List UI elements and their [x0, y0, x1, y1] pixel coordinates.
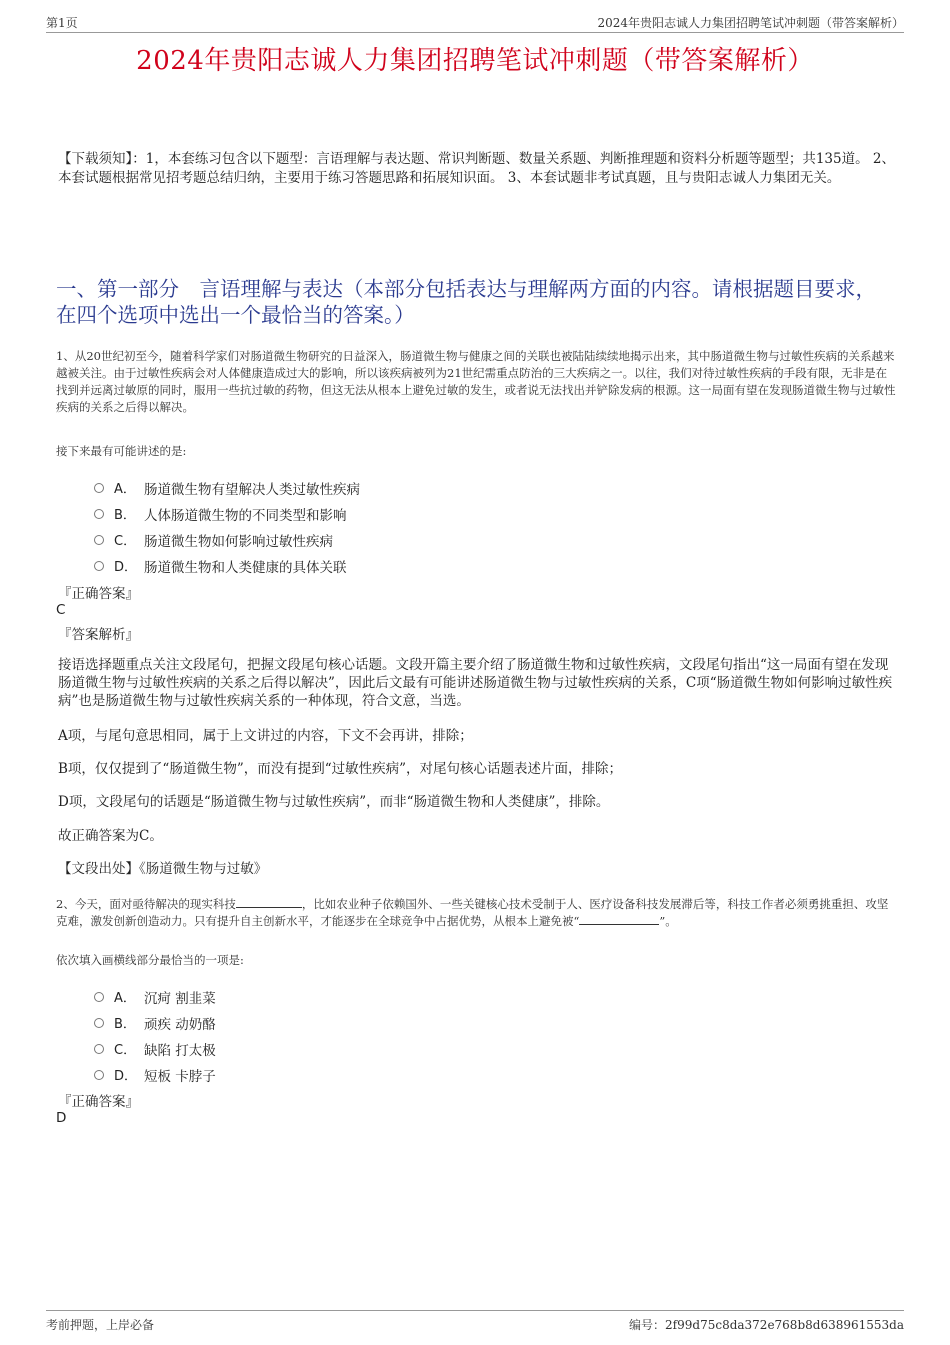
q1-analysis-conclusion: 故正确答案为C。: [58, 828, 163, 844]
radio-icon[interactable]: [94, 1070, 104, 1080]
q2-passage-part1: 2、今天，面对亟待解决的现实科技: [56, 897, 236, 911]
q2-answer-label: 『正确答案』: [58, 1094, 139, 1110]
download-notice: 【下载须知】：1，本套练习包含以下题型：言语理解与表达题、常识判断题、数量关系题、判断推理题和资料分析题等题型；共135道。 2、本套试题根据常见招考题总结归纳，主要用于练习答题思路和拓展知识面。 3、本套试题非考试真题，且与贵阳志诚人力集团无关。: [58, 151, 895, 186]
option-letter: C．: [114, 1043, 137, 1058]
option-text: 人体肠道微生物的不同类型和影响: [144, 508, 347, 524]
q2-answer: D: [56, 1110, 67, 1126]
page-number: 第1页: [46, 16, 78, 30]
blank-2: [579, 913, 659, 925]
q1-source: 【文段出处】《肠道微生物与过敏》: [58, 861, 268, 877]
q1-passage: 1、从20世纪初至今，随着科学家们对肠道微生物研究的日益深入，肠道微生物与健康之间的关联也被陆陆续续地揭示出来，其中肠道微生物与过敏性疾病的关系越来越被关注。由于过敏性疾病会对人体健康造成过大的影响，所以该疾病被列为21世纪需重点防治的三大疾病之一。以往，我们对待过敏性疾病的手段有限，无非是在找到并远离过敏原的同时，服用一些抗过敏的药物，但这无法从根本上避免过敏的发生，或者说无法找出并铲除发病的根源。这一局面有望在发现肠道微生物与过敏性疾病的关系之后得以解决。: [56, 349, 896, 414]
q2-prompt: 依次填入画横线部分最恰当的一项是:: [56, 953, 244, 967]
q2-passage: [56, 896, 898, 930]
radio-icon[interactable]: [94, 483, 104, 493]
radio-icon[interactable]: [94, 561, 104, 571]
option-letter: B．: [114, 1017, 136, 1032]
option-text: 顽疾 动奶酪: [144, 1017, 216, 1033]
blank-1: [236, 896, 302, 908]
option-text: 沉疴 割韭菜: [144, 991, 216, 1007]
footer-serial: 编号：2f99d75c8da372e768b8d638961553da: [629, 1318, 904, 1332]
option-text: 肠道微生物有望解决人类过敏性疾病: [144, 482, 360, 498]
document-title: 2024年贵阳志诚人力集团招聘笔试冲刺题（带答案解析）: [136, 46, 814, 76]
radio-icon[interactable]: [94, 535, 104, 545]
option-letter: A．: [114, 991, 136, 1006]
q1-analysis-b: B项，仅仅提到了“肠道微生物”，而没有提到“过敏性疾病”，对尾句核心话题表述片面，排除；: [58, 761, 623, 777]
q1-analysis-label: 『答案解析』: [58, 627, 139, 643]
q1-analysis-d: D项，文段尾句的话题是“肠道微生物与过敏性疾病”，而非“肠道微生物和人类健康”，排除。: [58, 794, 610, 810]
option-text: 缺陷 打太极: [144, 1043, 216, 1059]
page-header: [46, 12, 904, 33]
option-text: 肠道微生物如何影响过敏性疾病: [144, 534, 333, 550]
radio-icon[interactable]: [94, 509, 104, 519]
q1-answer: C: [56, 602, 66, 618]
section-heading: 一、第一部分 言语理解与表达（本部分包括表达与理解两方面的内容。请根据题目要求，在四个选项中选出一个最恰当的答案。）: [56, 277, 876, 327]
option-letter: B．: [114, 508, 136, 523]
option-letter: A．: [114, 482, 136, 497]
option-text: 肠道微生物和人类健康的具体关联: [144, 560, 347, 576]
radio-icon[interactable]: [94, 992, 104, 1002]
q2-passage-part2: ，比如农业种子依赖国外、一些关键核心技术受制于人、医疗设备科技发展滞后等，科技工作者必须勇挑重担、攻坚克难，激发创新创造动力。只有提升自主创新水平，才能逐步在全球竞争中占据优势，从根本上避免被“: [56, 897, 889, 928]
q1-answer-label: 『正确答案』: [58, 586, 139, 602]
option-letter: D．: [114, 560, 138, 575]
q2-passage-part3: ”。: [659, 914, 677, 928]
footer-slogan: 考前押题，上岸必备: [46, 1318, 155, 1332]
radio-icon[interactable]: [94, 1044, 104, 1054]
page-footer: [46, 1310, 904, 1333]
header-doc-title: 2024年贵阳志诚人力集团招聘笔试冲刺题（带答案解析）: [597, 16, 904, 30]
q1-analysis-a: A项，与尾句意思相同，属于上文讲过的内容，下文不会再讲，排除；: [58, 728, 473, 744]
option-letter: D．: [114, 1069, 138, 1084]
option-letter: C．: [114, 534, 137, 549]
radio-icon[interactable]: [94, 1018, 104, 1028]
option-text: 短板 卡脖子: [144, 1069, 216, 1085]
q1-analysis-main: 接语选择题重点关注文段尾句，把握文段尾句核心话题。文段开篇主要介绍了肠道微生物和过敏性疾病，文段尾句指出“这一局面有望在发现肠道微生物与过敏性疾病的关系之后得以解决”，因此后文最有可能讲述肠道微生物与过敏性疾病的关系，C项“肠道微生物如何影响过敏性疾病”也是肠道微生物与过敏性疾病关系的一种体现，符合文意，当选。: [58, 657, 893, 709]
q1-prompt: 接下来最有可能讲述的是:: [56, 444, 187, 458]
